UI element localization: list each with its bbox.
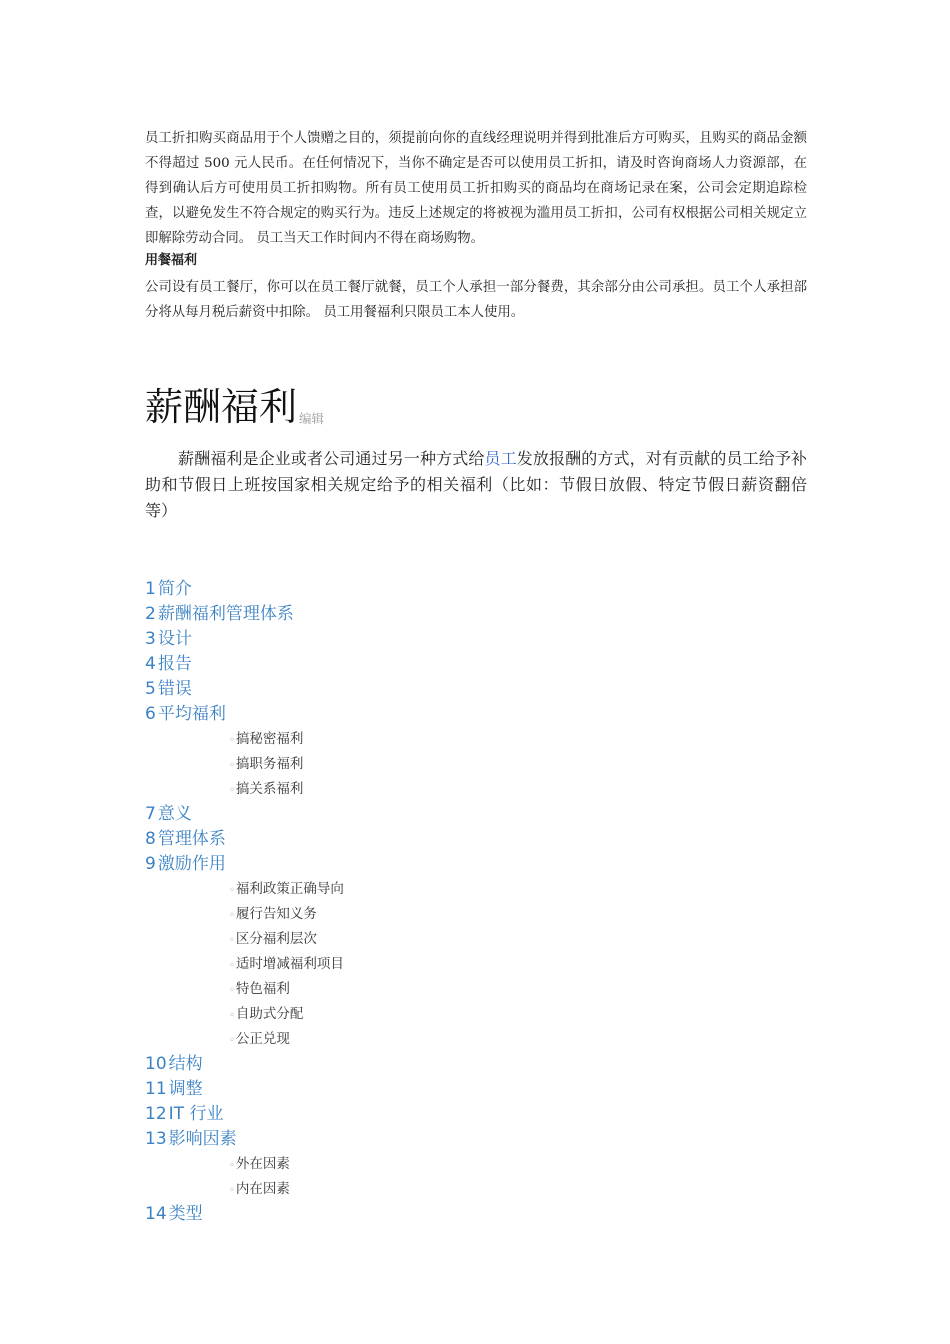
bullet-icon: ◦ — [229, 760, 235, 771]
toc-subitem[interactable] — [145, 1177, 807, 1202]
toc-subitem-label: 适时增减福利项目 — [235, 956, 344, 972]
toc-subitem-label: 公正兑现 — [235, 1031, 290, 1047]
toc-subitem-label: 福利政策正确导向 — [235, 881, 344, 897]
section-heading — [145, 375, 807, 431]
toc-item-label: 错误 — [157, 679, 192, 699]
toc-item-4[interactable] — [145, 652, 807, 677]
toc-item-label: 调整 — [168, 1079, 203, 1099]
bullet-icon: ◦ — [229, 1010, 235, 1021]
intro-text-before: 薪酬福利是企业或者公司通过另一种方式给 — [178, 449, 485, 468]
meal-benefit-paragraph: 公司设有员工餐厅，你可以在员工餐厅就餐，员工个人承担一部分餐费，其余部分由公司承担。员工个人承担部分将从每月税后薪资中扣除。 员工用餐福利只限员工本人使用。 — [145, 280, 807, 320]
toc-item-number: 14 — [145, 1204, 167, 1224]
toc-item-number: 6 — [145, 704, 156, 724]
employee-link[interactable]: 员工 — [484, 449, 517, 468]
toc-item-13[interactable] — [145, 1127, 807, 1152]
intro-text-after: 发放报酬的方式，对有贡献的员工给予补助和节假日上班按国家相关规定给予的相关福利（比如：节假日放假、特定节假日薪资翻倍等） — [145, 449, 807, 520]
toc-item-number: 13 — [145, 1129, 167, 1149]
toc-subitem-label: 自助式分配 — [235, 1006, 304, 1022]
toc-item-8[interactable] — [145, 827, 807, 852]
toc-item-label: 薪酬福利管理体系 — [157, 604, 294, 624]
bullet-icon: ◦ — [229, 1160, 235, 1171]
toc-item-number: 12 — [145, 1104, 167, 1124]
section-intro — [145, 446, 807, 524]
toc-item-number: 3 — [145, 629, 156, 649]
toc-item-1[interactable] — [145, 577, 807, 602]
toc-subitem-label: 特色福利 — [235, 981, 290, 997]
toc-item-6[interactable] — [145, 702, 807, 727]
toc-item-12[interactable] — [145, 1102, 807, 1127]
toc-subitem[interactable] — [145, 952, 807, 977]
bullet-icon: ◦ — [229, 735, 235, 746]
toc-item-label: 影响因素 — [168, 1129, 237, 1149]
toc-item-10[interactable] — [145, 1052, 807, 1077]
bullet-icon: ◦ — [229, 1035, 235, 1046]
discount-paragraph: 员工折扣购买商品用于个人馈赠之目的，须提前向你的直线经理说明并得到批准后方可购买，且购买的商品金额不得超过 500 元人民币。在任何情况下，当你不确定是否可以使用员工折扣，请及时咨询商场人力资源部，在得到确认后方可使用员工折扣购物。所有员工使用员工折扣购买的商品均在商场记录在案，公司会定期追踪检查，以避免发生不符合规定的购买行为。违反上述规定的将被视为滥用员工折扣，公司有权根据公司相关规定立即解除劳动合同。 员工当天工作时间内不得在商场购物。 — [145, 131, 807, 246]
bullet-icon: ◦ — [229, 785, 235, 796]
toc-subitem-label: 搞秘密福利 — [235, 731, 304, 747]
table-of-contents — [145, 577, 807, 1227]
toc-item-5[interactable] — [145, 677, 807, 702]
toc-item-number: 7 — [145, 804, 156, 824]
toc-item-label: 简介 — [157, 579, 192, 599]
toc-item-11[interactable] — [145, 1077, 807, 1102]
toc-subitem[interactable] — [145, 752, 807, 777]
bullet-icon: ◦ — [229, 935, 235, 946]
toc-item-label: 意义 — [157, 804, 192, 824]
toc-item-9[interactable] — [145, 852, 807, 877]
toc-item-number: 11 — [145, 1079, 167, 1099]
toc-subitem[interactable] — [145, 1002, 807, 1027]
toc-subitem[interactable] — [145, 1027, 807, 1052]
toc-item-7[interactable] — [145, 802, 807, 827]
toc-item-label: 激励作用 — [157, 854, 226, 874]
toc-item-3[interactable] — [145, 627, 807, 652]
toc-subitem-label: 搞职务福利 — [235, 756, 304, 772]
bullet-icon: ◦ — [229, 910, 235, 921]
toc-item-label: 报告 — [157, 654, 192, 674]
bullet-icon: ◦ — [229, 1185, 235, 1196]
toc-subitem[interactable] — [145, 1152, 807, 1177]
edit-link[interactable]: 编辑 — [299, 411, 325, 426]
toc-subitem[interactable] — [145, 877, 807, 902]
toc-item-14[interactable] — [145, 1202, 807, 1227]
toc-item-number: 2 — [145, 604, 156, 624]
toc-subitem-label: 区分福利层次 — [235, 931, 317, 947]
toc-item-label: 设计 — [157, 629, 192, 649]
toc-item-2[interactable] — [145, 602, 807, 627]
meal-benefit-heading: 用餐福利 — [145, 253, 198, 268]
toc-subitem-label: 外在因素 — [235, 1156, 290, 1172]
toc-item-label: 平均福利 — [157, 704, 226, 724]
toc-item-number: 9 — [145, 854, 156, 874]
toc-item-label: IT 行业 — [168, 1104, 224, 1124]
toc-item-label: 类型 — [168, 1204, 203, 1224]
toc-item-number: 10 — [145, 1054, 167, 1074]
toc-subitem[interactable] — [145, 777, 807, 802]
toc-item-number: 5 — [145, 679, 156, 699]
toc-item-label: 结构 — [168, 1054, 203, 1074]
toc-item-number: 8 — [145, 829, 156, 849]
toc-item-number: 4 — [145, 654, 156, 674]
bullet-icon: ◦ — [229, 885, 235, 896]
toc-subitem[interactable] — [145, 927, 807, 952]
toc-item-label: 管理体系 — [157, 829, 226, 849]
toc-subitem-label: 内在因素 — [235, 1181, 290, 1197]
toc-subitem-label: 搞关系福利 — [235, 781, 304, 797]
toc-item-number: 1 — [145, 579, 156, 599]
bullet-icon: ◦ — [229, 985, 235, 996]
toc-subitem[interactable] — [145, 902, 807, 927]
bullet-icon: ◦ — [229, 960, 235, 971]
toc-subitem[interactable] — [145, 727, 807, 752]
toc-subitem[interactable] — [145, 977, 807, 1002]
section-title: 薪酬福利 — [145, 385, 298, 429]
document-page — [145, 126, 807, 1243]
toc-subitem-label: 履行告知义务 — [235, 906, 317, 922]
